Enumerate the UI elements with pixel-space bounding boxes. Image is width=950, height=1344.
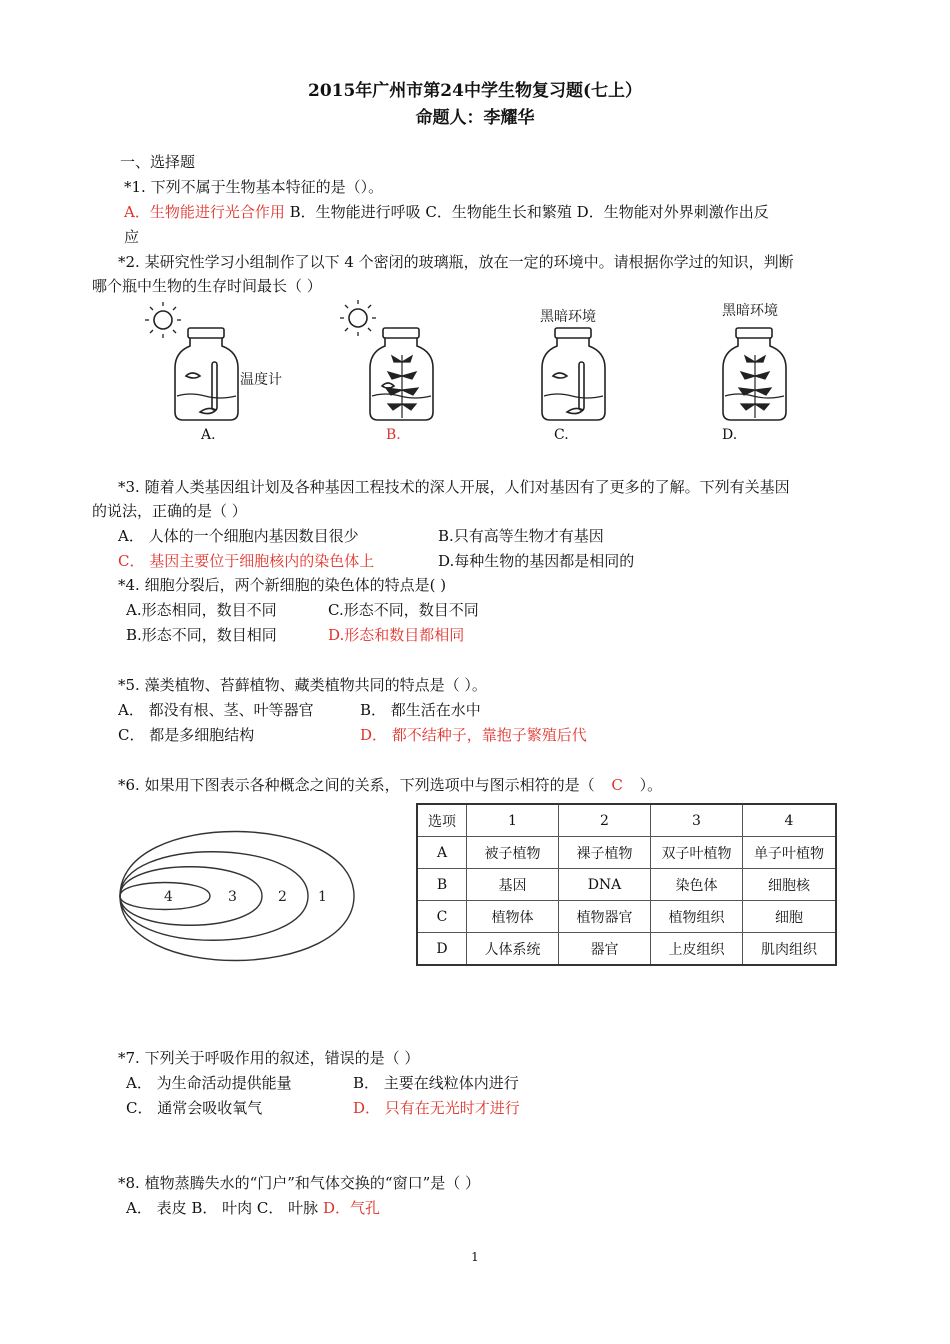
jar-a bbox=[145, 302, 238, 420]
table-cell: C bbox=[417, 901, 467, 933]
q7-stem: *7. 下列关于呼吸作用的叙述，错误的是（ ） bbox=[118, 1049, 420, 1067]
q3-option-c-answer: C． 基因主要位于细胞核内的染色体上 bbox=[118, 552, 375, 570]
q6-stem bbox=[118, 775, 662, 795]
dark-env-label-d: 黑暗环境 bbox=[722, 303, 778, 319]
jar-c-caption: C. bbox=[554, 427, 569, 443]
q6-stem-text: *6. 如果用下图表示各种概念之间的关系，下列选项中与图示相符的是（ bbox=[118, 776, 595, 794]
q1-options-cont: 应 bbox=[124, 228, 140, 246]
plant-icon bbox=[386, 355, 418, 418]
jar-d bbox=[723, 328, 786, 420]
table-cell: DNA bbox=[559, 869, 651, 901]
diagram-label-3: 3 bbox=[228, 889, 237, 905]
table-cell: 细胞核 bbox=[743, 869, 837, 901]
q6-stem-end: ）。 bbox=[639, 776, 663, 794]
table-row bbox=[417, 869, 836, 901]
jar-illustrations bbox=[0, 300, 950, 440]
q4-option-d-answer: D.形态和数目都相同 bbox=[328, 626, 465, 644]
q8-options-abc: A． 表皮 B． 叶肉 C． 叶脉 bbox=[126, 1199, 319, 1217]
q3-stem-line1: *3. 随着人类基因组计划及各种基因工程技术的深人开展，人们对基因有了更多的了解。下列有关基因 bbox=[118, 478, 790, 496]
q5-option-a: A． 都没有根、茎、叶等器官 bbox=[118, 701, 314, 719]
table-cell: 双子叶植物 bbox=[651, 837, 743, 869]
table-cell: 人体系统 bbox=[467, 933, 559, 966]
q4-option-a: A.形态相同，数目不同 bbox=[126, 601, 277, 619]
table-row bbox=[417, 837, 836, 869]
thermometer-label: 温度计 bbox=[240, 372, 282, 388]
q7-option-b: B． 主要在线粒体内进行 bbox=[353, 1074, 519, 1092]
thermometer-icon bbox=[579, 362, 584, 410]
plant-icon bbox=[739, 355, 771, 418]
q5-option-b: B． 都生活在水中 bbox=[360, 701, 481, 719]
table-cell: 植物体 bbox=[467, 901, 559, 933]
ellipse-3 bbox=[120, 867, 262, 926]
table-cell: D bbox=[417, 933, 467, 966]
q1-options-bcd: B．生物能进行呼吸 C．生物能生长和繁殖 D．生物能对外界刺激作出反 bbox=[289, 203, 769, 221]
q5-option-d-answer: D． 都不结种子，靠抱子繁殖后代 bbox=[360, 726, 587, 744]
q3-stem-line2: 的说法，正确的是（ ） bbox=[92, 502, 247, 520]
sun-rays bbox=[145, 302, 181, 338]
table-cell: 染色体 bbox=[651, 869, 743, 901]
sun-icon bbox=[154, 311, 172, 329]
table-cell: 被子植物 bbox=[467, 837, 559, 869]
q3-option-b: B.只有高等生物才有基因 bbox=[438, 527, 604, 545]
table-header-cell: 选项 bbox=[417, 804, 467, 837]
table-cell: A bbox=[417, 837, 467, 869]
page-number: 1 bbox=[471, 1250, 479, 1264]
q7-option-d-answer: D． 只有在无光时才进行 bbox=[353, 1099, 520, 1117]
table-cell: 基因 bbox=[467, 869, 559, 901]
table-cell: 细胞 bbox=[743, 901, 837, 933]
jar-c bbox=[542, 328, 605, 420]
table-header-cell: 2 bbox=[559, 804, 651, 837]
diagram-label-1: 1 bbox=[318, 889, 327, 905]
table-cell: 植物器官 bbox=[559, 901, 651, 933]
animal-icon bbox=[186, 373, 200, 378]
q2-stem-line2: 哪个瓶中生物的生存时间最长（ ） bbox=[92, 277, 322, 295]
q8-options bbox=[126, 1198, 380, 1218]
table-cell: 植物组织 bbox=[651, 901, 743, 933]
q1-options bbox=[124, 202, 769, 222]
jar-a-caption: A. bbox=[201, 427, 216, 443]
sun-icon bbox=[349, 309, 367, 327]
table-cell: 肌肉组织 bbox=[743, 933, 837, 966]
q7-option-c: C． 通常会吸收氧气 bbox=[126, 1099, 263, 1117]
animal-icon bbox=[553, 373, 567, 378]
table-cell: 上皮组织 bbox=[651, 933, 743, 966]
concept-diagram bbox=[112, 826, 372, 966]
q3-option-d: D.每种生物的基因都是相同的 bbox=[438, 552, 635, 570]
table-header-row bbox=[417, 804, 836, 837]
jar-d-caption: D. bbox=[722, 427, 738, 443]
q6-options-table bbox=[416, 803, 837, 966]
table-cell: 单子叶植物 bbox=[743, 837, 837, 869]
q7-option-a: A． 为生命活动提供能量 bbox=[126, 1074, 292, 1092]
table-cell: 裸子植物 bbox=[559, 837, 651, 869]
q5-option-c: C． 都是多细胞结构 bbox=[118, 726, 255, 744]
q8-option-d-answer: D．气孔 bbox=[322, 1199, 380, 1217]
table-row bbox=[417, 901, 836, 933]
author-line: 命题人：李耀华 bbox=[415, 108, 535, 128]
table-cell: B bbox=[417, 869, 467, 901]
table-cell: 器官 bbox=[559, 933, 651, 966]
dark-env-label-c: 黑暗环境 bbox=[540, 309, 596, 325]
q5-stem: *5. 藻类植物、苔藓植物、藏类植物共同的特点是（ ）。 bbox=[118, 676, 487, 694]
jar-b bbox=[340, 300, 433, 420]
table-header-cell: 3 bbox=[651, 804, 743, 837]
q4-stem: *4. 细胞分裂后，两个新细胞的染色体的特点是( ) bbox=[118, 576, 447, 594]
q8-stem: *8. 植物蒸腾失水的“门户”和气体交换的“窗口”是（ ） bbox=[118, 1174, 481, 1192]
q6-answer: C bbox=[611, 776, 623, 794]
table-header-cell: 4 bbox=[743, 804, 837, 837]
diagram-label-2: 2 bbox=[278, 889, 287, 905]
section-heading: 一、选择题 bbox=[120, 153, 196, 171]
q1-stem: *1. 下列不属于生物基本特征的是（）。 bbox=[124, 178, 384, 196]
q4-option-b: B.形态不同，数目相同 bbox=[126, 626, 277, 644]
table-row bbox=[417, 933, 836, 966]
diagram-label-4: 4 bbox=[164, 889, 173, 905]
q1-option-a-answer: A．生物能进行光合作用 bbox=[124, 203, 285, 221]
page-title: 2015年广州市第24中学生物复习题(七上） bbox=[307, 81, 642, 101]
q2-stem-line1: *2. 某研究性学习小组制作了以下 4 个密闭的玻璃瓶，放在一定的环境中。请根据你学过的知识，判断 bbox=[118, 253, 794, 271]
table-header-cell: 1 bbox=[467, 804, 559, 837]
q4-option-c: C.形态不同，数目不同 bbox=[328, 601, 479, 619]
q3-option-a: A． 人体的一个细胞内基因数目很少 bbox=[118, 527, 359, 545]
thermometer-icon bbox=[212, 362, 217, 410]
jar-b-caption-answer: B. bbox=[386, 427, 401, 443]
